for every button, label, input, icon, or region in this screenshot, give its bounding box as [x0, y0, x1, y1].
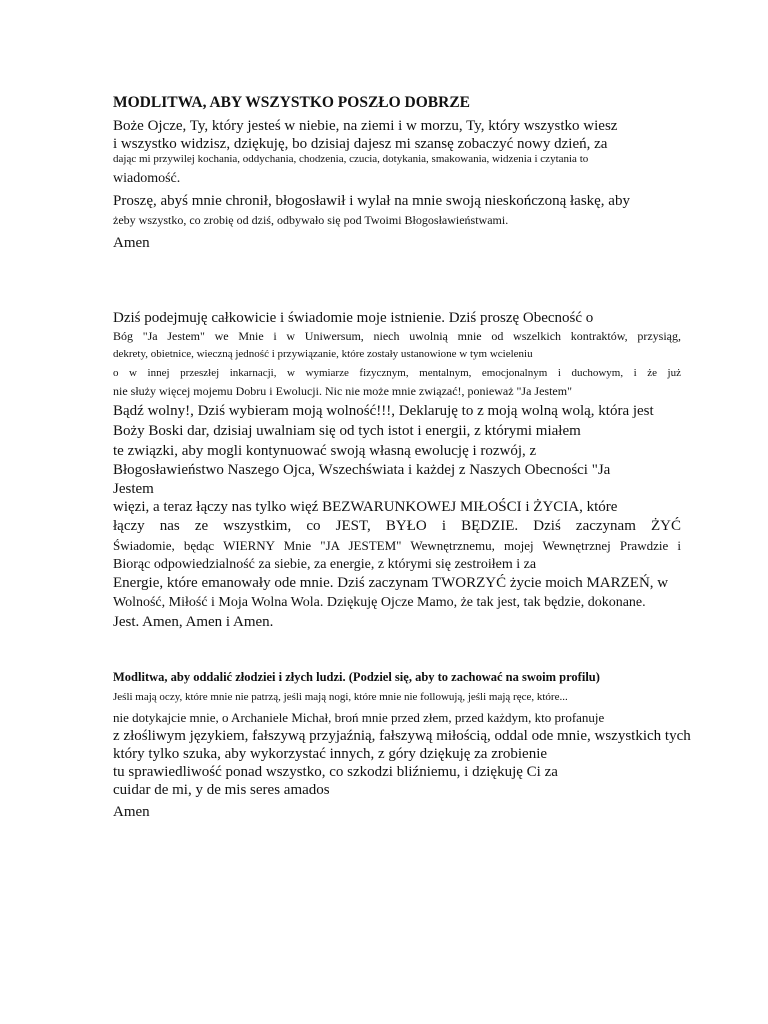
text-line: te związki, aby mogli kontynuować swoją własną ewolucję i rozwój, z: [113, 443, 537, 459]
text-line: żeby wszystko, co zrobię od dziś, odbywało się pod Twoimi Błogosławieństwami.: [113, 213, 509, 227]
text-line: nie dotykajcie mnie, o Archaniele Michał, broń mnie przed złem, przed każdym, kto profanuje: [113, 710, 605, 725]
text-line: Proszę, abyś mnie chronił, błogosławił i wylał na mnie swoją nieskończoną łaskę, aby: [113, 193, 630, 209]
text-line: Dziś podejmuję całkowicie i świadomie moje istnienie. Dziś proszę Obecność o: [113, 310, 594, 326]
prayer-3-title: Modlitwa, aby oddalić złodziei i złych ludzi. (Podziel się, aby to zachować na swoim profilu): [113, 670, 600, 684]
prayer-1-title: MODLITWA, ABY WSZYSTKO POSZŁO DOBRZE: [113, 94, 471, 111]
text-line: Wolność, Miłość i Moja Wolna Wola. Dziękuję Ojcze Mamo, że tak jest, tak będzie, dokonane.: [113, 595, 646, 610]
text-line: Świadomie, będąc WIERNY Mnie "JA JESTEM" Wewnętrznemu, mojej Wewnętrznej Prawdzie i: [113, 538, 681, 553]
text-line: łączy nas ze wszystkim, co JEST, BYŁO i BĘDZIE. Dziś zaczynam ŻYĆ: [113, 518, 681, 534]
text-line: Bądź wolny!, Dziś wybieram moją wolność!!!, Deklaruję to z moją wolną wolą, która jest: [113, 403, 654, 419]
text-line: Jest. Amen, Amen i Amen.: [113, 614, 274, 630]
text-line: z złośliwym językiem, fałszywą przyjaźnią, fałszywą miłością, oddal ode mnie, wszystkich tych: [113, 728, 691, 744]
text-line: Boży Boski dar, dzisiaj uwalniam się od tych istot i energii, z którymi miałem: [113, 423, 581, 439]
text-line: cuidar de mi, y de mis seres amados: [113, 782, 330, 798]
text-line: nie służy więcej mojemu Dobru i Ewolucji. Nic nie może mnie związać!, ponieważ "Ja Jestem": [113, 384, 572, 398]
text-line: Biorąc odpowiedzialność za siebie, za energie, z którymi się zestroiłem i za: [113, 557, 537, 572]
text-line: więzi, a teraz łączy nas tylko więź BEZWARUNKOWEJ MIŁOŚCI i ŻYCIA, które: [113, 499, 618, 515]
text-line: wiadomość.: [113, 171, 181, 186]
amen-text: Amen: [113, 804, 150, 820]
text-line: Energie, które emanowały ode mnie. Dziś zaczynam TWORZYĆ życie moich MARZEŃ, w: [113, 575, 669, 591]
text-line: dając mi przywilej kochania, oddychania, chodzenia, czucia, dotykania, smakowania, widzenia i czytania to: [113, 153, 589, 165]
amen-text: Amen: [113, 235, 150, 251]
text-line: Boże Ojcze, Ty, który jesteś w niebie, na ziemi i w morzu, Ty, który wszystko wiesz: [113, 118, 618, 134]
text-line: Bóg "Ja Jestem" we Mnie i w Uniwersum, niech uwolnią mnie od wszelkich kontraktów, przysiąg,: [113, 329, 681, 343]
text-line: Jestem: [113, 481, 154, 497]
text-line: który tylko szuka, aby wykorzystać innych, z góry dziękuję za zrobienie: [113, 746, 548, 762]
text-line: tu sprawiedliwość ponad wszystko, co szkodzi bliźniemu, i dziękuję Ci za: [113, 764, 558, 780]
text-line: dekrety, obietnice, wieczną jedność i przywiązanie, które zostały ustanowione w tym wcieleniu: [113, 348, 533, 360]
text-line: i wszystko widzisz, dziękuję, bo dzisiaj dajesz mi szansę zobaczyć nowy dzień, za: [113, 136, 608, 152]
text-line: o w innej przeszłej inkarnacji, w wymiarze fizycznym, mentalnym, emocjonalnym i duchowym, i że już: [113, 367, 681, 379]
text-line: Błogosławieństwo Naszego Ojca, Wszechświata i każdej z Naszych Obecności "Ja: [113, 462, 611, 478]
text-line: Jeśli mają oczy, które mnie nie patrzą, jeśli mają nogi, które mnie nie followują, jeśli mają ręce, które...: [113, 691, 568, 703]
